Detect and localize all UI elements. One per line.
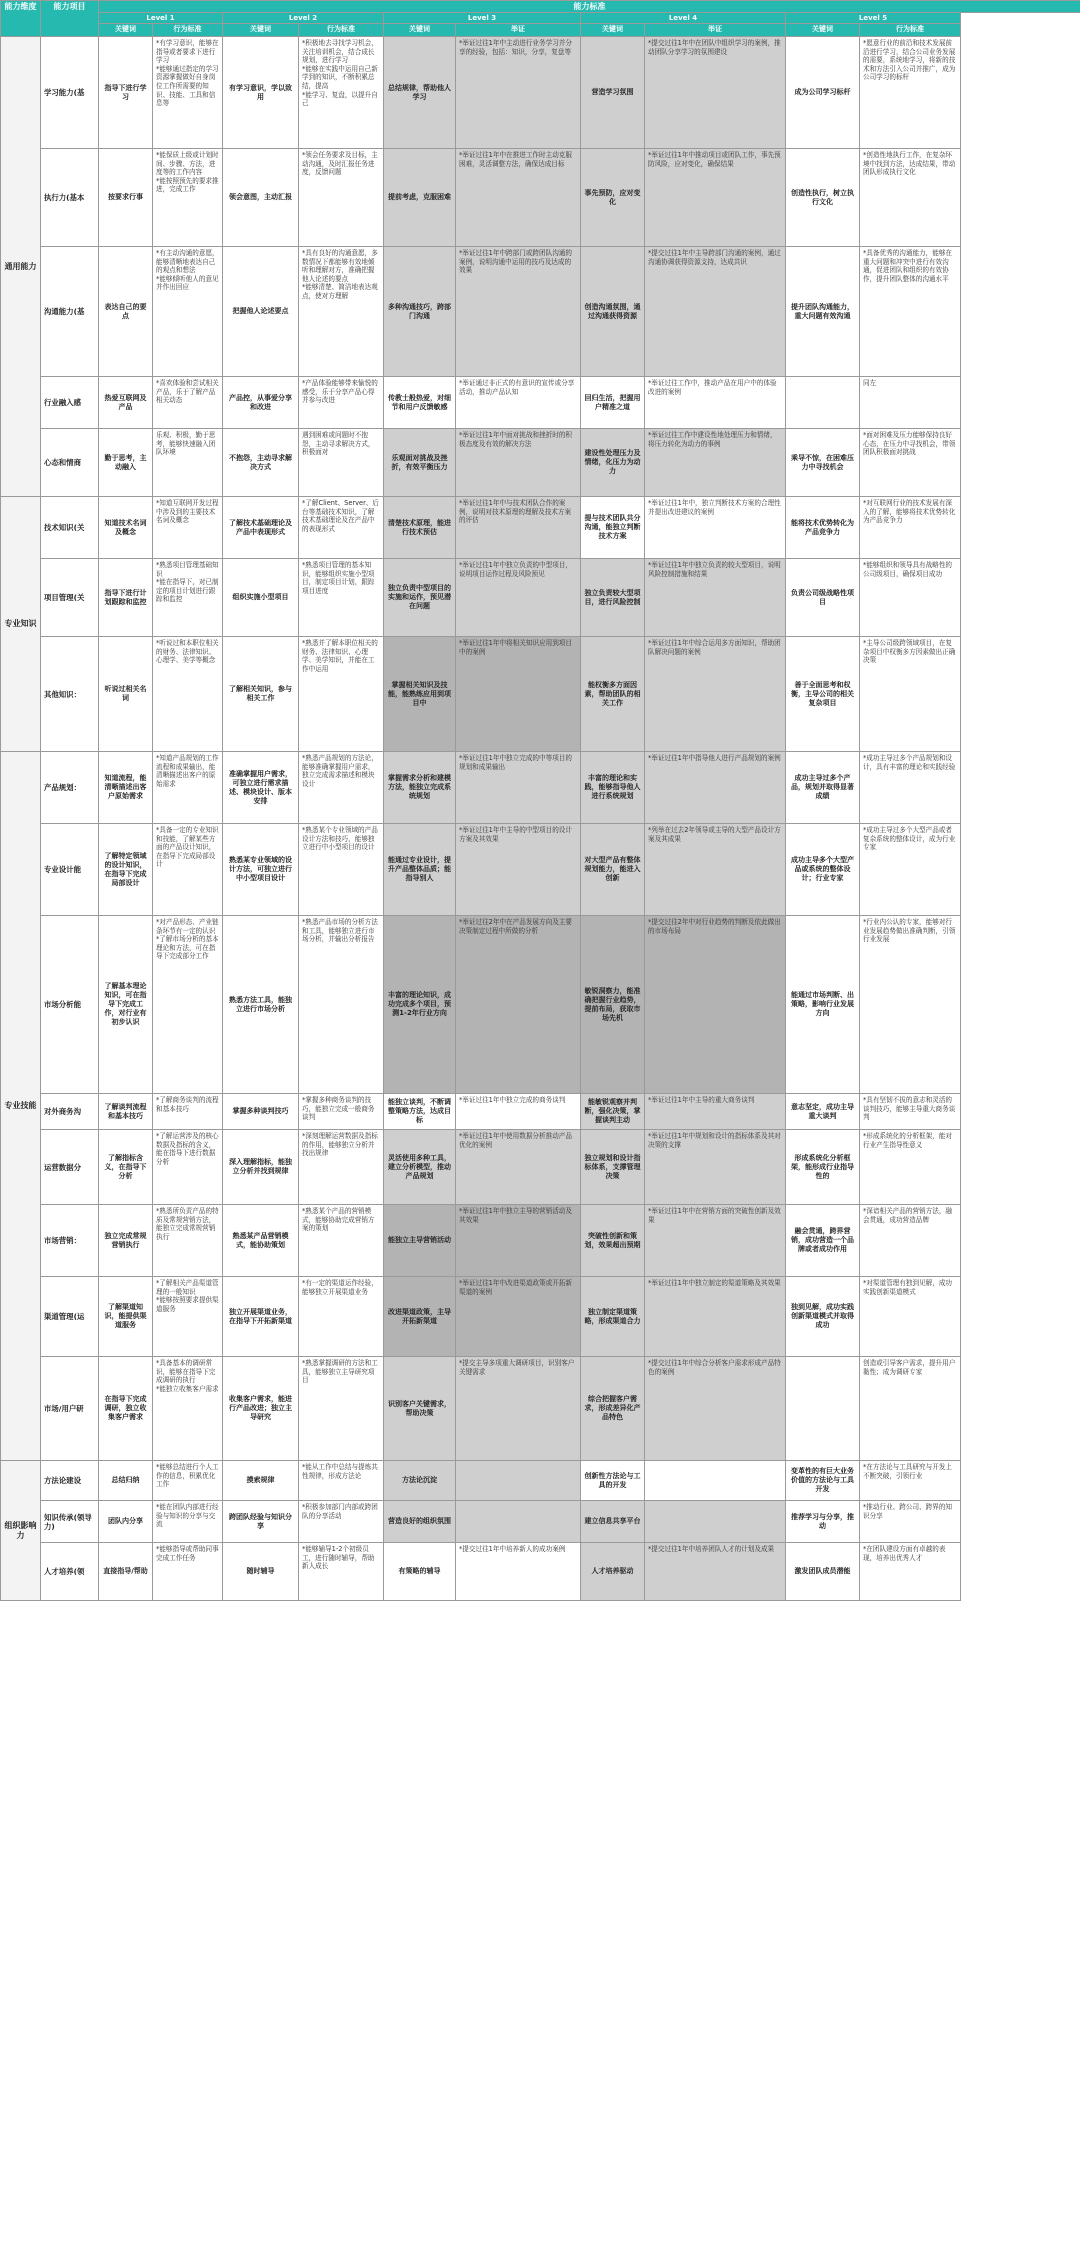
keyword-l2: 有学习意识，学以致用 (222, 36, 299, 149)
header-level-2: Level 2 (222, 12, 384, 24)
standard-l2: *具有良好的沟通意愿，多数情况下都能够有效地倾听和理解对方，准确把握他人论述的要点 *能够清楚、简洁地表达观点，使对方理解 (298, 246, 384, 377)
keyword-l2: 随时辅导 (222, 1542, 299, 1601)
keyword-l3: 传教士般热爱，对细节和用户反馈敏感 (383, 376, 456, 429)
standard-l1: *熟悉所负责产品的特质及常规营销方法，能独立完成常规营销执行 (152, 1204, 223, 1277)
keyword-l5: 成为公司学习标杆 (785, 36, 860, 149)
keyword-l2: 摸索规律 (222, 1460, 299, 1501)
standard-l3: *举证过往1年中与技术团队合作的案例，说明对技术原理的理解及技术方案的评估 (455, 496, 581, 559)
header-standard-level-4: 举证 (644, 23, 786, 37)
standard-l1: *喜欢体验和尝试相关产品，乐于了解产品相关动态 (152, 376, 223, 429)
keyword-l4: 提与技术团队共分沟通，能独立判断技术方案 (580, 496, 645, 559)
standard-l4: *举证过往1年中综合运用多方面知识，帮助团队解决问题的案例 (644, 636, 786, 752)
keyword-l4: 独立规划和设计指标体系，支撑管理决策 (580, 1129, 645, 1205)
keyword-l4: 独立制定渠道策略，形成渠道合力 (580, 1276, 645, 1357)
standard-l2: *熟悉产品规划的方法论，能够准确掌握用户需求，独立完成需求描述和模块设计 (298, 751, 384, 824)
standard-l4: *举证过往1年中指导他人进行产品规划的案例 (644, 751, 786, 824)
header-standard-level-1: 行为标准 (152, 23, 223, 37)
keyword-l2: 准确掌握用户需求，可独立进行需求描述、模块设计、版本安排 (222, 751, 299, 824)
standard-l5: *对互联网行业的技术发展有深入的了解，能够将技术优势转化为产品竞争力 (859, 496, 961, 559)
keyword-l1: 了解基本理论知识，可在指导下完成工作，对行业有初步认识 (98, 915, 153, 1094)
keyword-l1: 知道流程，能清晰描述出客户原始需求 (98, 751, 153, 824)
header-level-3: Level 3 (383, 12, 581, 24)
keyword-l5: 成功主导多个大型产品或系统的整体设计；行业专家 (785, 823, 860, 916)
standard-l1: *具备一定的专业知识和技能，了解某些方面的产品设计知识，在指导下完成局部设计 (152, 823, 223, 916)
standard-l1: *能够指导或帮助同事完成工作任务 (152, 1542, 223, 1601)
standard-l3: *提交过往1年中培养新人的成功案例 (455, 1542, 581, 1601)
standard-l1: *了解相关产品渠道管理的一般知识 *能够按照要求提供渠道服务 (152, 1276, 223, 1357)
header-standard-level-3: 举证 (455, 23, 581, 37)
keyword-l2: 熟悉某专业领域的设计方法，可独立进行中小型项目设计 (222, 823, 299, 916)
standard-l2: *有一定的渠道运作经验，能够独立开展渠道业务 (298, 1276, 384, 1357)
standard-l5: *主导公司级跨领域项目，在复杂项目中权衡多方因素做出正确决策 (859, 636, 961, 752)
header-dimension: 能力维度 (0, 0, 41, 37)
keyword-l5: 独到见解，成功实践创新渠道模式并取得成功 (785, 1276, 860, 1357)
standard-l4: *提交过往1年中综合分析客户需求形成产品特色的案例 (644, 1356, 786, 1461)
keyword-l3: 掌握相关知识及技能，能熟练应用到项目中 (383, 636, 456, 752)
header-level-5: Level 5 (785, 12, 961, 24)
category-1: 通用能力 (0, 36, 41, 497)
row-item: 执行力(基本 (40, 148, 99, 247)
standard-l1: *能够总结进行个人工作的信息，积累优化工作 (152, 1460, 223, 1501)
keyword-l1: 了解渠道知识，能提供渠道服务 (98, 1276, 153, 1357)
standard-l2: *掌握多种商务谈判的技巧，能独立完成一般商务谈判 (298, 1093, 384, 1130)
keyword-l4: 能敏锐观察并判断，强化决策，掌握谈判主动 (580, 1093, 645, 1130)
standard-l3: *举证通过非正式的有意识的宣传或分享活动，推动产品认知 (455, 376, 581, 429)
standard-l3: *举证过往1年中独立完成的商务谈判 (455, 1093, 581, 1130)
standard-l3: *举证过往2年中在产品发展方向及主要决策制定过程中所做的分析 (455, 915, 581, 1094)
keyword-l3: 营造良好的组织氛围 (383, 1500, 456, 1543)
row-item: 学习能力(基 (40, 36, 99, 149)
standard-l3 (455, 1460, 581, 1501)
keyword-l3: 清楚技术原理，能进行技术预估 (383, 496, 456, 559)
standard-l2: *产品体验能够带来愉悦的感受，乐于分享产品心得并参与改进 (298, 376, 384, 429)
category-4: 组织影响力 (0, 1460, 41, 1601)
keyword-l3: 能独立谈判，不断调整策略方法，达成目标 (383, 1093, 456, 1130)
keyword-l2: 组织实施小型项目 (222, 558, 299, 637)
keyword-l1: 指导下进行计划跟踪和监控 (98, 558, 153, 637)
standard-l3: *举证过往1年中主动进行业务学习并分享的经验，包括：知识，分享，复盘等 (455, 36, 581, 149)
keyword-l2: 熟悉方法工具，能独立进行市场分析 (222, 915, 299, 1094)
keyword-l1: 在指导下完成调研，独立收集客户需求 (98, 1356, 153, 1461)
standard-l5: *形成系统化的分析框架，能对行业产生指导性意义 (859, 1129, 961, 1205)
keyword-l3: 有策略的辅导 (383, 1542, 456, 1601)
standard-l4: *举证过往1年中主导的重大商务谈判 (644, 1093, 786, 1130)
category-3: 专业技能 (0, 751, 41, 1461)
keyword-l3: 乐观面对挑战及挫折，有效平衡压力 (383, 428, 456, 497)
standard-l1: *有主动沟通的意愿，能够清晰地表达自己的观点和想法 *能够倾听他人的意见并作出回应 (152, 246, 223, 377)
standard-l4: *提交过往1年中培养团队人才的计划及成果 (644, 1542, 786, 1601)
standard-l3: *举证过往1年中改进渠道政策或开拓新渠道的案例 (455, 1276, 581, 1357)
keyword-l3: 独立负责中型项目的实施和运作，预见潜在问题 (383, 558, 456, 637)
keyword-l2: 深入理解指标，能独立分析并找到规律 (222, 1129, 299, 1205)
row-item: 渠道管理(运 (40, 1276, 99, 1357)
keyword-l5: 激发团队成员潜能 (785, 1542, 860, 1601)
keyword-l5: 负责公司级战略性项目 (785, 558, 860, 637)
standard-l5: *对渠道管理有独到见解，成功实践创新渠道模式 (859, 1276, 961, 1357)
standard-l4: *列举在过去2年领导或主导的大型产品设计方案及其成果 (644, 823, 786, 916)
standard-l5: *创造性地执行工作，在复杂环境中找到方法，达成结果，带动团队形成执行文化 (859, 148, 961, 247)
row-item: 知识传承(领导力) (40, 1500, 99, 1543)
keyword-l1: 勤于思考，主动融入 (98, 428, 153, 497)
keyword-l3: 提前考虑，克服困难 (383, 148, 456, 247)
keyword-l1: 独立完成常规营销执行 (98, 1204, 153, 1277)
keyword-l4: 突破性创新和策划，效果超出预期 (580, 1204, 645, 1277)
keyword-l1: 总结归纳 (98, 1460, 153, 1501)
keyword-l1: 热爱互联网及产品 (98, 376, 153, 429)
header-keyword-level-2: 关键词 (222, 23, 299, 37)
header-standard-level-5: 行为标准 (859, 23, 961, 37)
standard-l5: 同左 (859, 376, 961, 429)
keyword-l4: 建设性处理压力及情绪，化压力为动力 (580, 428, 645, 497)
standard-l2: *深刻理解运营数据及指标的作用，能够独立分析并找出规律 (298, 1129, 384, 1205)
standard-l3: *举证过往1年中面对挑战和挫折时的积极态度及有效的解决方法 (455, 428, 581, 497)
row-item: 项目管理(关 (40, 558, 99, 637)
keyword-l2: 独立开展渠道业务，在指导下开拓新渠道 (222, 1276, 299, 1357)
standard-l2: *熟悉某个产品的营销模式，能够协助完成营销方案的策划 (298, 1204, 384, 1277)
standard-l5: 创造或引导客户需求，提升用户黏性；成为调研专家 (859, 1356, 961, 1461)
standard-l5: *成功主导过多个产品规划和设计，具有丰富的理论和实践经验 (859, 751, 961, 824)
keyword-l5: 意志坚定，成功主导重大谈判 (785, 1093, 860, 1130)
keyword-l3: 掌握需求分析和建模方法，能独立完成系统规划 (383, 751, 456, 824)
standard-l1: *了解商务谈判的流程和基本技巧 (152, 1093, 223, 1130)
standard-l3: *举证过往1年中独立主导的营销活动及其效果 (455, 1204, 581, 1277)
standard-l2: *熟悉项目管理的基本知识，能够组织实施小型项目，制定项目计划，跟踪项目进度 (298, 558, 384, 637)
standard-l2: *能够辅导1-2个初级员工，进行随时辅导，帮助新人成长 (298, 1542, 384, 1601)
standard-l4: *提交过往1年中在团队中组织学习的案例，推动团队分享学习的氛围建设 (644, 36, 786, 149)
keyword-l3: 多种沟通技巧，跨部门沟通 (383, 246, 456, 377)
standard-l4: *举证过往1年中推动项目或团队工作，事先预防风险，应对变化，确保结果 (644, 148, 786, 247)
standard-l5: *在团队建设方面有卓越的表现，培养出优秀人才 (859, 1542, 961, 1601)
keyword-l4: 建立信息共享平台 (580, 1500, 645, 1543)
keyword-l4: 事先预防，应对变化 (580, 148, 645, 247)
keyword-l2: 收集客户需求，能进行产品改进；独立主导研究 (222, 1356, 299, 1461)
standard-l3: *举证过往1年中独立负责的中型项目，说明项目运作过程及风险预见 (455, 558, 581, 637)
standard-l2: *积极参加部门内部或跨团队的分享活动 (298, 1500, 384, 1543)
standard-l4: *举证过往1年中在营销方面的突破性创新及效果 (644, 1204, 786, 1277)
standard-l3: *举证过往1年中在推进工作时主动克服困难，灵活调整方法，确保达成目标 (455, 148, 581, 247)
keyword-l1: 知道技术名词及概念 (98, 496, 153, 559)
standard-l5: *深谙相关产品的营销方法，融会贯通，成功营造品牌 (859, 1204, 961, 1277)
standard-l1: *了解运营涉及的核心数据及指标的含义，能在指导下进行数据分析 (152, 1129, 223, 1205)
standard-l5: *具有坚韧不拔的意志和灵活的谈判技巧，能够主导重大商务谈判 (859, 1093, 961, 1130)
keyword-l2: 了解相关知识，参与相关工作 (222, 636, 299, 752)
keyword-l3: 改进渠道政策，主导开拓新渠道 (383, 1276, 456, 1357)
standard-l5: *行业内公认的专家，能够对行业发展趋势做出准确判断，引领行业发展 (859, 915, 961, 1094)
keyword-l4: 能权衡多方面因素，帮助团队的相关工作 (580, 636, 645, 752)
keyword-l3: 识别客户关键需求，帮助决策 (383, 1356, 456, 1461)
row-item: 沟通能力(基 (40, 246, 99, 377)
header-keyword-level-1: 关键词 (98, 23, 153, 37)
row-item: 市场营销： (40, 1204, 99, 1277)
standard-l3: *举证过往1年中将相关知识应用到项目中的案例 (455, 636, 581, 752)
keyword-l5 (785, 376, 860, 429)
keyword-l5: 创造性执行，树立执行文化 (785, 148, 860, 247)
keyword-l1: 团队内分享 (98, 1500, 153, 1543)
keyword-l2: 领会意图，主动汇报 (222, 148, 299, 247)
standard-l4: *举证过往工作中，推动产品在用户中的体验改进的案例 (644, 376, 786, 429)
keyword-l2: 产品控，从事爱分享和改进 (222, 376, 299, 429)
standard-l2: *熟悉并了解本职位相关的财务、法律知识、心理学、美学知识，并能在工作中运用 (298, 636, 384, 752)
standard-l1: *听说过和本职位相关的财务、法律知识、心理学、美学等概念 (152, 636, 223, 752)
keyword-l5: 能将技术优势转化为产品竞争力 (785, 496, 860, 559)
standard-l2: *能从工作中总结与提炼共性规律，形成方法论 (298, 1460, 384, 1501)
row-item: 人才培养(领 (40, 1542, 99, 1601)
category-2: 专业知识 (0, 496, 41, 752)
standard-l4: *举证过往1年中独立负责的较大型项目，说明风险控制措施和结果 (644, 558, 786, 637)
row-item: 行业融入感 (40, 376, 99, 429)
keyword-l1: 听说过相关名词 (98, 636, 153, 752)
standard-l1: *能保质上级或计划时间、步骤、方法，进度等的工作内容 *能按照预先的要求推进，完成工作 (152, 148, 223, 247)
header-item: 能力项目 (40, 0, 99, 37)
keyword-l3: 能通过专业设计，提升产品整体品质；能指导别人 (383, 823, 456, 916)
row-item: 市场分析能 (40, 915, 99, 1094)
keyword-l3: 能独立主导营销活动 (383, 1204, 456, 1277)
keyword-l4: 营造学习氛围 (580, 36, 645, 149)
standard-l2: 遇到困难或问题时不抱怨，主动寻求解决方式，积极面对 (298, 428, 384, 497)
standard-l1: *知道产品规划的工作流程和成果输出，能清晰描述出客户的原始需求 (152, 751, 223, 824)
keyword-l5: 能通过市场判断、出策略，影响行业发展方向 (785, 915, 860, 1094)
keyword-l4: 独立负责较大型项目，进行风险控制 (580, 558, 645, 637)
standard-l5: *成功主导过多个大型产品或者复杂系统的整体设计，成为行业专家 (859, 823, 961, 916)
keyword-l1: 了解特定领域的设计知识，在指导下完成局部设计 (98, 823, 153, 916)
standard-l1: *熟悉项目管理基础知识 *能在指导下，对已制定的项目计划进行跟踪和监控 (152, 558, 223, 637)
keyword-l3: 总结规律，帮助他人学习 (383, 36, 456, 149)
header-keyword-level-3: 关键词 (383, 23, 456, 37)
keyword-l4: 丰富的理论和实践，能够指导他人进行系统规划 (580, 751, 645, 824)
keyword-l5 (785, 1356, 860, 1461)
keyword-l1: 了解指标含义，在指导下分析 (98, 1129, 153, 1205)
standard-l1: *知道互联网开发过程中涉及到的主要技术名词及概念 (152, 496, 223, 559)
standard-l4: *举证过往1年中，独立判断技术方案的合理性并提出改进建议的案例 (644, 496, 786, 559)
keyword-l4: 创造沟通氛围，通过沟通获得资源 (580, 246, 645, 377)
row-item: 产品规划： (40, 751, 99, 824)
keyword-l1: 表达自己的要点 (98, 246, 153, 377)
standard-l4: *提交过往1年中主导跨部门沟通的案例，通过沟通协调获得资源支持，达成共识 (644, 246, 786, 377)
keyword-l4: 综合把握客户需求，形成差异化产品特色 (580, 1356, 645, 1461)
standard-l2: *熟悉某个专业领域的产品设计方法和技巧，能够独立进行中小型项目的设计 (298, 823, 384, 916)
keyword-l5: 变革性的有巨大业务价值的方法论与工具开发 (785, 1460, 860, 1501)
row-item: 心态和情商 (40, 428, 99, 497)
standard-l1: *有学习意识，能够在指导或者要求下进行学习 *能够通过指定的学习资源掌握做好自身岗位工作所需要的知识、技能、工具和信息等 (152, 36, 223, 149)
keyword-l3: 灵活使用多种工具，建立分析模型，推动产品规划 (383, 1129, 456, 1205)
keyword-l4: 对大型产品有整体规划能力，能进入创新 (580, 823, 645, 916)
header-standard: 能力标准 (98, 0, 1080, 13)
standard-l3: *举证过往1年中跨部门或跨团队沟通的案例，说明沟通中运用的技巧及达成的效果 (455, 246, 581, 377)
keyword-l5: 善于全面思考和权衡，主导公司的相关复杂项目 (785, 636, 860, 752)
standard-l5: *在方法论与工具研究与开发上不断突破，引领行业 (859, 1460, 961, 1501)
standard-l3: *举证过往1年中使用数据分析推动产品优化的案例 (455, 1129, 581, 1205)
row-item: 对外商务沟 (40, 1093, 99, 1130)
row-item: 运营数据分 (40, 1129, 99, 1205)
keyword-l4: 创新性方法论与工具的开发 (580, 1460, 645, 1501)
standard-l1: 乐观、积极，勤于思考，能够快速融入团队环境 (152, 428, 223, 497)
keyword-l2: 不抱怨，主动寻求解决方式 (222, 428, 299, 497)
keyword-l2: 掌握多种谈判技巧 (222, 1093, 299, 1130)
keyword-l3: 方法论沉淀 (383, 1460, 456, 1501)
header-level-1: Level 1 (98, 12, 223, 24)
keyword-l1: 指导下进行学习 (98, 36, 153, 149)
standard-l4 (644, 1500, 786, 1543)
keyword-l1: 按要求行事 (98, 148, 153, 247)
keyword-l5: 形成系统化分析框架，能形成行业指导性的 (785, 1129, 860, 1205)
standard-l3: *举证过往1年中独立完成的中等项目的规划和成果输出 (455, 751, 581, 824)
keyword-l3: 丰富的理论知识，成功完成多个项目，预测1-2年行业方向 (383, 915, 456, 1094)
standard-l4: *举证过往工作中建设性地处理压力和情绪，将压力转化为动力的事例 (644, 428, 786, 497)
standard-l2: *熟悉产品市场的分析方法和工具，能够独立进行市场分析，并输出分析报告 (298, 915, 384, 1094)
standard-l4 (644, 1460, 786, 1501)
header-level-4: Level 4 (580, 12, 786, 24)
standard-l3 (455, 1500, 581, 1543)
standard-l5: *面对困难及压力能够保持良好心态，在压力中寻找机会，带领团队积极面对挑战 (859, 428, 961, 497)
header-standard-level-2: 行为标准 (298, 23, 384, 37)
standard-l2: *积极地去寻找学习机会，关注培训机会，结合成长规划，进行学习 *能够在实践中运用自己新学到的知识，不断积累总结，提高 *能学习、复盘，以提升自己 (298, 36, 384, 149)
keyword-l4: 回归生活，把握用户精准之道 (580, 376, 645, 429)
keyword-l2: 了解技术基础理论及产品中表现形式 (222, 496, 299, 559)
standard-l5: *推动行业、跨公司、跨界的知识分享 (859, 1500, 961, 1543)
standard-l4: *举证过往1年中规划和设计的指标体系及其对决策的支撑 (644, 1129, 786, 1205)
keyword-l1: 了解谈判流程和基本技巧 (98, 1093, 153, 1130)
keyword-l4: 人才培养驱动 (580, 1542, 645, 1601)
row-item: 专业设计能 (40, 823, 99, 916)
header-keyword-level-5: 关键词 (785, 23, 860, 37)
standard-l3: *提交主导多项重大调研项目，识别客户关键需求 (455, 1356, 581, 1461)
standard-l5: *能够组织和领导具有战略性的公司级项目，确保项目成功 (859, 558, 961, 637)
header-keyword-level-4: 关键词 (580, 23, 645, 37)
keyword-l1: 直接指导/帮助 (98, 1542, 153, 1601)
keyword-l5: 推荐学习与分享，推动 (785, 1500, 860, 1543)
standard-l2: *熟悉掌握调研的方法和工具，能够独立主导研究项目 (298, 1356, 384, 1461)
keyword-l5: 乘导不惊，在困难压力中寻找机会 (785, 428, 860, 497)
standard-l2: *了解Client、Server、后台等基础技术知识，了解技术基础理论及在产品中的表现形式 (298, 496, 384, 559)
row-item: 方法论建设 (40, 1460, 99, 1501)
standard-l5: *愿意行业的前沿和技术发展前沿进行学习，结合公司业务发展的需要，系统地学习，将新的技术和方法引入公司并推广，成为公司学习的标杆 (859, 36, 961, 149)
keyword-l5: 融会贯通，跨界营销，成功营造一个品牌或者成功作用 (785, 1204, 860, 1277)
standard-l1: *具备基本的调研常识，能够在指导下完成调研的执行 *能独立收集客户需求 (152, 1356, 223, 1461)
standard-l3: *举证过往1年中主导的中型项目的设计方案及其效果 (455, 823, 581, 916)
standard-l1: *对产品形态、产业链条环节有一定的认识 *了解市场分析的基本理论和方法，可在指导下完成部分工作 (152, 915, 223, 1094)
standard-l2: *领会任务要求及目标，主动沟通，及时汇报任务进度，反馈问题 (298, 148, 384, 247)
keyword-l4: 敏锐洞察力，能准确把握行业趋势，提前布局，获取市场先机 (580, 915, 645, 1094)
keyword-l2: 跨团队经验与知识分享 (222, 1500, 299, 1543)
standard-l4: *提交过往2年中对行业趋势的判断及依此做出的市场布局 (644, 915, 786, 1094)
row-item: 技术知识(关 (40, 496, 99, 559)
row-item: 其他知识： (40, 636, 99, 752)
keyword-l5: 成功主导过多个产品，规划并取得显著成绩 (785, 751, 860, 824)
keyword-l5: 提升团队沟通能力，重大问题有效沟通 (785, 246, 860, 377)
keyword-l2: 把握他人论述要点 (222, 246, 299, 377)
row-item: 市场/用户研 (40, 1356, 99, 1461)
standard-l5: *具备优秀的沟通能力，能够在重大问题和冲突中进行有效沟通，促进团队和组织的有效协作，提升团队整体的沟通水平 (859, 246, 961, 377)
standard-l1: *能在团队内部进行经验与知识的分享与交流 (152, 1500, 223, 1543)
keyword-l2: 熟悉某产品营销模式，能协助策划 (222, 1204, 299, 1277)
standard-l4: *举证过往1年中独立制定的渠道策略及其效果 (644, 1276, 786, 1357)
